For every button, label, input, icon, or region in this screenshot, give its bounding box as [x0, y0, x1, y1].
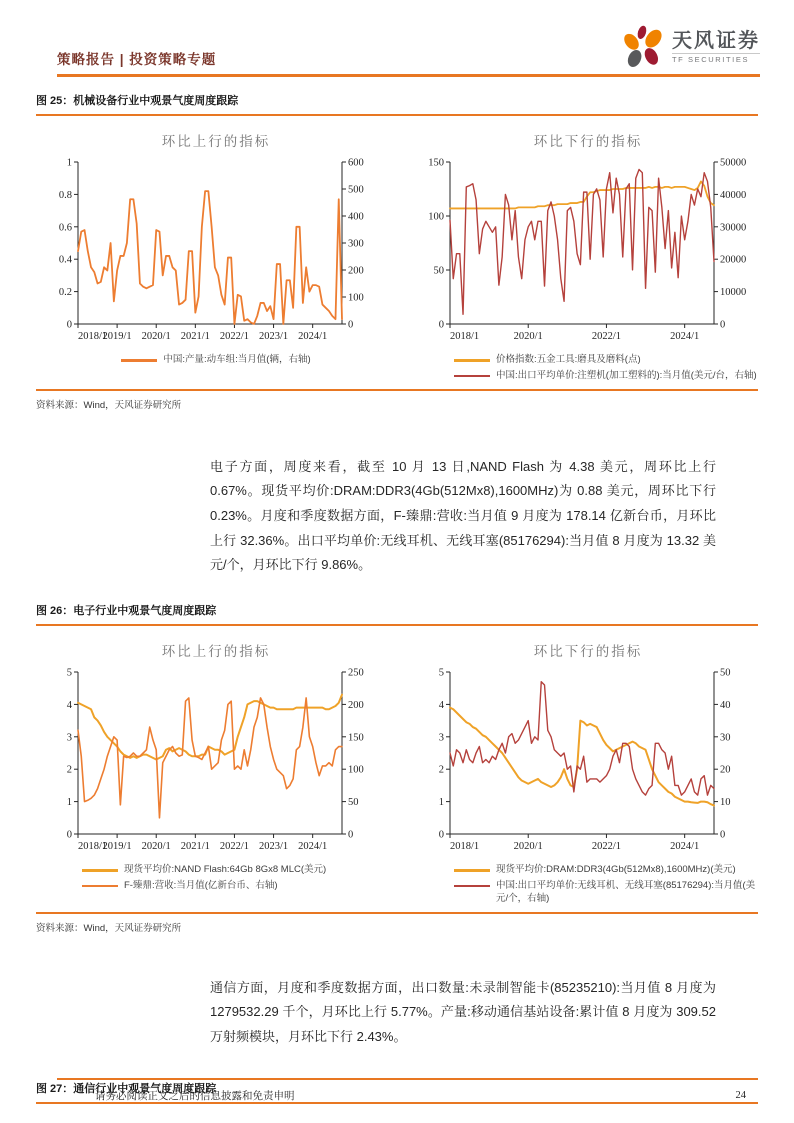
- svg-text:2022/1: 2022/1: [591, 841, 622, 853]
- tf-securities-logo: [620, 24, 760, 70]
- legend-swatch: [454, 885, 490, 888]
- legend-label: 现货平均价:NAND Flash:64Gb 8Gx8 MLC(美元): [124, 864, 327, 876]
- svg-text:2: 2: [438, 764, 444, 776]
- svg-text:250: 250: [348, 667, 364, 679]
- svg-text:200: 200: [348, 699, 364, 711]
- logo-text: [672, 31, 760, 64]
- svg-text:0.2: 0.2: [58, 287, 72, 299]
- chart-title: 环比上行的指标: [161, 644, 271, 660]
- legend-label: F-臻鼎:营收:当月值(亿新台币、右轴): [124, 879, 278, 891]
- legend-label: 现货平均价:DRAM:DDR3(4Gb(512Mx8),1600MHz)(美元): [496, 864, 736, 876]
- figure-27-caption: 图 27：通信行业中观景气度周度跟踪: [36, 1082, 217, 1095]
- legend-entry: [454, 370, 764, 383]
- svg-text:40: 40: [720, 699, 731, 711]
- legend-label: 中国:出口平均单价:无线耳机、无线耳塞(85176294):当月值(美元/个，右轴): [496, 879, 756, 904]
- svg-text:2021/1: 2021/1: [180, 331, 210, 342]
- svg-text:150: 150: [348, 732, 364, 744]
- svg-text:0: 0: [438, 319, 444, 331]
- chart-legend: [40, 354, 392, 367]
- page-number: 24: [735, 1090, 746, 1101]
- svg-text:2018/1: 2018/1: [450, 331, 480, 342]
- svg-text:100: 100: [428, 211, 444, 223]
- svg-text:100: 100: [348, 764, 364, 776]
- svg-text:2024/1: 2024/1: [670, 841, 700, 853]
- chart-electronics-up: [40, 640, 392, 905]
- svg-text:0: 0: [720, 319, 726, 331]
- electronics-paragraph: 电子方面，周度来看，截至 10 月 13 日,NAND Flash 为 4.38 美元，周环比上行 0.67%。现货平均价:DRAM:DDR3(4Gb(512Mx8),1600MHz)为 0.88 美元，周环比下行 0.23%。月度和季度数据方面，F-臻鼎:营收:当月值 9 月度为 178.14 亿新台币，月环比上行 32.36%。出口平均单价:无线耳机、无线耳塞(85176294):当月值 8 月度为 13.32 美元/个，月环比下行 9.86%。: [210, 458, 716, 573]
- figure-26-charts: [40, 640, 768, 905]
- figure-25-caption: 图 25：机械设备行业中观景气度周度跟踪: [36, 95, 239, 107]
- svg-text:5: 5: [66, 667, 72, 679]
- svg-text:2024/1: 2024/1: [298, 841, 328, 853]
- svg-text:1: 1: [66, 797, 72, 809]
- chart-electronics-down: [412, 640, 764, 905]
- svg-text:0.6: 0.6: [58, 222, 72, 234]
- svg-text:0: 0: [66, 319, 72, 331]
- legend-entry: [82, 880, 392, 893]
- svg-text:2020/1: 2020/1: [513, 331, 543, 342]
- svg-text:4: 4: [438, 699, 444, 711]
- legend-entry: [454, 880, 764, 906]
- chart-title: 环比下行的指标: [533, 644, 643, 660]
- svg-text:30: 30: [720, 732, 731, 744]
- svg-text:2024/1: 2024/1: [670, 331, 700, 342]
- svg-text:2022/1: 2022/1: [219, 331, 250, 342]
- legend-swatch: [454, 869, 490, 872]
- legend-swatch: [454, 375, 490, 378]
- legend-swatch: [454, 359, 490, 362]
- svg-text:100: 100: [348, 292, 364, 304]
- svg-text:600: 600: [348, 157, 364, 169]
- svg-text:1: 1: [66, 157, 72, 169]
- svg-text:2020/1: 2020/1: [141, 331, 171, 342]
- figure-25-charts: [40, 130, 768, 383]
- svg-text:10: 10: [720, 797, 731, 809]
- svg-text:2019/1: 2019/1: [102, 331, 132, 342]
- svg-text:2023/1: 2023/1: [258, 331, 289, 342]
- line-chart: [412, 662, 764, 860]
- svg-text:300: 300: [348, 238, 364, 250]
- chart-title: 环比上行的指标: [161, 134, 271, 149]
- svg-text:30000: 30000: [720, 222, 747, 234]
- communications-paragraph: 通信方面，月度和季度数据方面，出口数量:未录制智能卡(85235210):当月值 8 月度为 1279532.29 千个，月环比上行 5.77%。产量:移动通信基站设备:累计值 8 月度为 309.52 万射频模块，月环比下行 2.43%。: [210, 979, 716, 1044]
- figure-25-source: 资料来源：Wind，天风证券研究所: [36, 399, 182, 411]
- line-chart: [40, 662, 392, 860]
- legend-swatch: [82, 885, 118, 888]
- svg-text:2022/1: 2022/1: [591, 331, 622, 342]
- line-chart: [412, 152, 764, 350]
- svg-text:2018/1: 2018/1: [78, 841, 108, 853]
- svg-text:0: 0: [348, 829, 354, 841]
- svg-text:0: 0: [66, 829, 72, 841]
- svg-text:2018/1: 2018/1: [450, 841, 480, 853]
- svg-text:2020/1: 2020/1: [141, 841, 171, 853]
- svg-text:20: 20: [720, 764, 731, 776]
- svg-text:150: 150: [428, 157, 444, 169]
- divider: [36, 389, 758, 391]
- divider: [36, 114, 758, 116]
- chart-machinery-down: [412, 130, 764, 383]
- legend-entry: [121, 354, 310, 367]
- svg-text:2022/1: 2022/1: [219, 841, 250, 853]
- svg-text:2021/1: 2021/1: [180, 841, 210, 853]
- svg-text:500: 500: [348, 184, 364, 196]
- svg-text:2019/1: 2019/1: [102, 841, 132, 853]
- logo-name-cn: 天风证券: [672, 29, 760, 52]
- chart-legend: [454, 354, 764, 383]
- svg-text:50: 50: [348, 797, 359, 809]
- svg-text:3: 3: [66, 732, 72, 744]
- svg-text:50000: 50000: [720, 157, 747, 169]
- line-chart: [40, 152, 392, 350]
- report-type-label: 策略报告 | 投资策略专题: [57, 52, 217, 67]
- svg-text:2: 2: [66, 764, 72, 776]
- svg-text:0.4: 0.4: [58, 254, 72, 266]
- legend-swatch: [121, 359, 157, 362]
- legend-swatch: [82, 869, 118, 872]
- svg-text:3: 3: [438, 732, 444, 744]
- legend-label: 价格指数:五金工具:磨具及磨料(点): [496, 354, 641, 365]
- divider: [36, 624, 758, 626]
- figure-26-caption: 图 26：电子行业中观景气度周度跟踪: [36, 605, 217, 618]
- svg-text:0.8: 0.8: [58, 189, 72, 201]
- svg-text:10000: 10000: [720, 287, 747, 299]
- svg-text:400: 400: [348, 211, 364, 223]
- legend-label: 中国:出口平均单价:注塑机(加工塑料的):当月值(美元/台，右轴): [496, 369, 757, 381]
- svg-text:1: 1: [438, 797, 444, 809]
- svg-text:2020/1: 2020/1: [513, 841, 543, 853]
- svg-text:4: 4: [66, 699, 72, 711]
- svg-text:0: 0: [720, 829, 726, 841]
- svg-text:2024/1: 2024/1: [298, 331, 328, 342]
- footer-divider: [57, 1078, 758, 1080]
- figure-26-source: 资料来源：Wind，天风证券研究所: [36, 922, 182, 934]
- svg-text:2023/1: 2023/1: [258, 841, 289, 853]
- divider: [36, 912, 758, 914]
- page-footer: [57, 1078, 758, 1103]
- svg-text:50: 50: [433, 265, 444, 277]
- legend-entry: [454, 864, 764, 877]
- page-header: [57, 24, 760, 77]
- chart-title: 环比下行的指标: [533, 134, 643, 149]
- legend-entry: [82, 864, 392, 877]
- svg-text:5: 5: [438, 667, 444, 679]
- logo-name-en: TF SECURITIES: [672, 53, 760, 64]
- chart-machinery-up: [40, 130, 392, 383]
- svg-text:0: 0: [438, 829, 444, 841]
- svg-text:40000: 40000: [720, 189, 747, 201]
- chart-legend: [82, 864, 392, 893]
- disclaimer-text: 请务必阅读正文之后的信息披露和免责申明: [95, 1090, 295, 1102]
- svg-text:50: 50: [720, 667, 731, 679]
- svg-text:0: 0: [348, 319, 354, 331]
- chart-legend: [454, 864, 764, 905]
- legend-entry: [454, 354, 764, 367]
- svg-text:2018/1: 2018/1: [78, 331, 108, 342]
- logo-flower-icon: [620, 24, 666, 70]
- svg-text:20000: 20000: [720, 254, 747, 266]
- svg-text:200: 200: [348, 265, 364, 277]
- legend-label: 中国:产量:动车组:当月值(辆，右轴): [163, 354, 311, 365]
